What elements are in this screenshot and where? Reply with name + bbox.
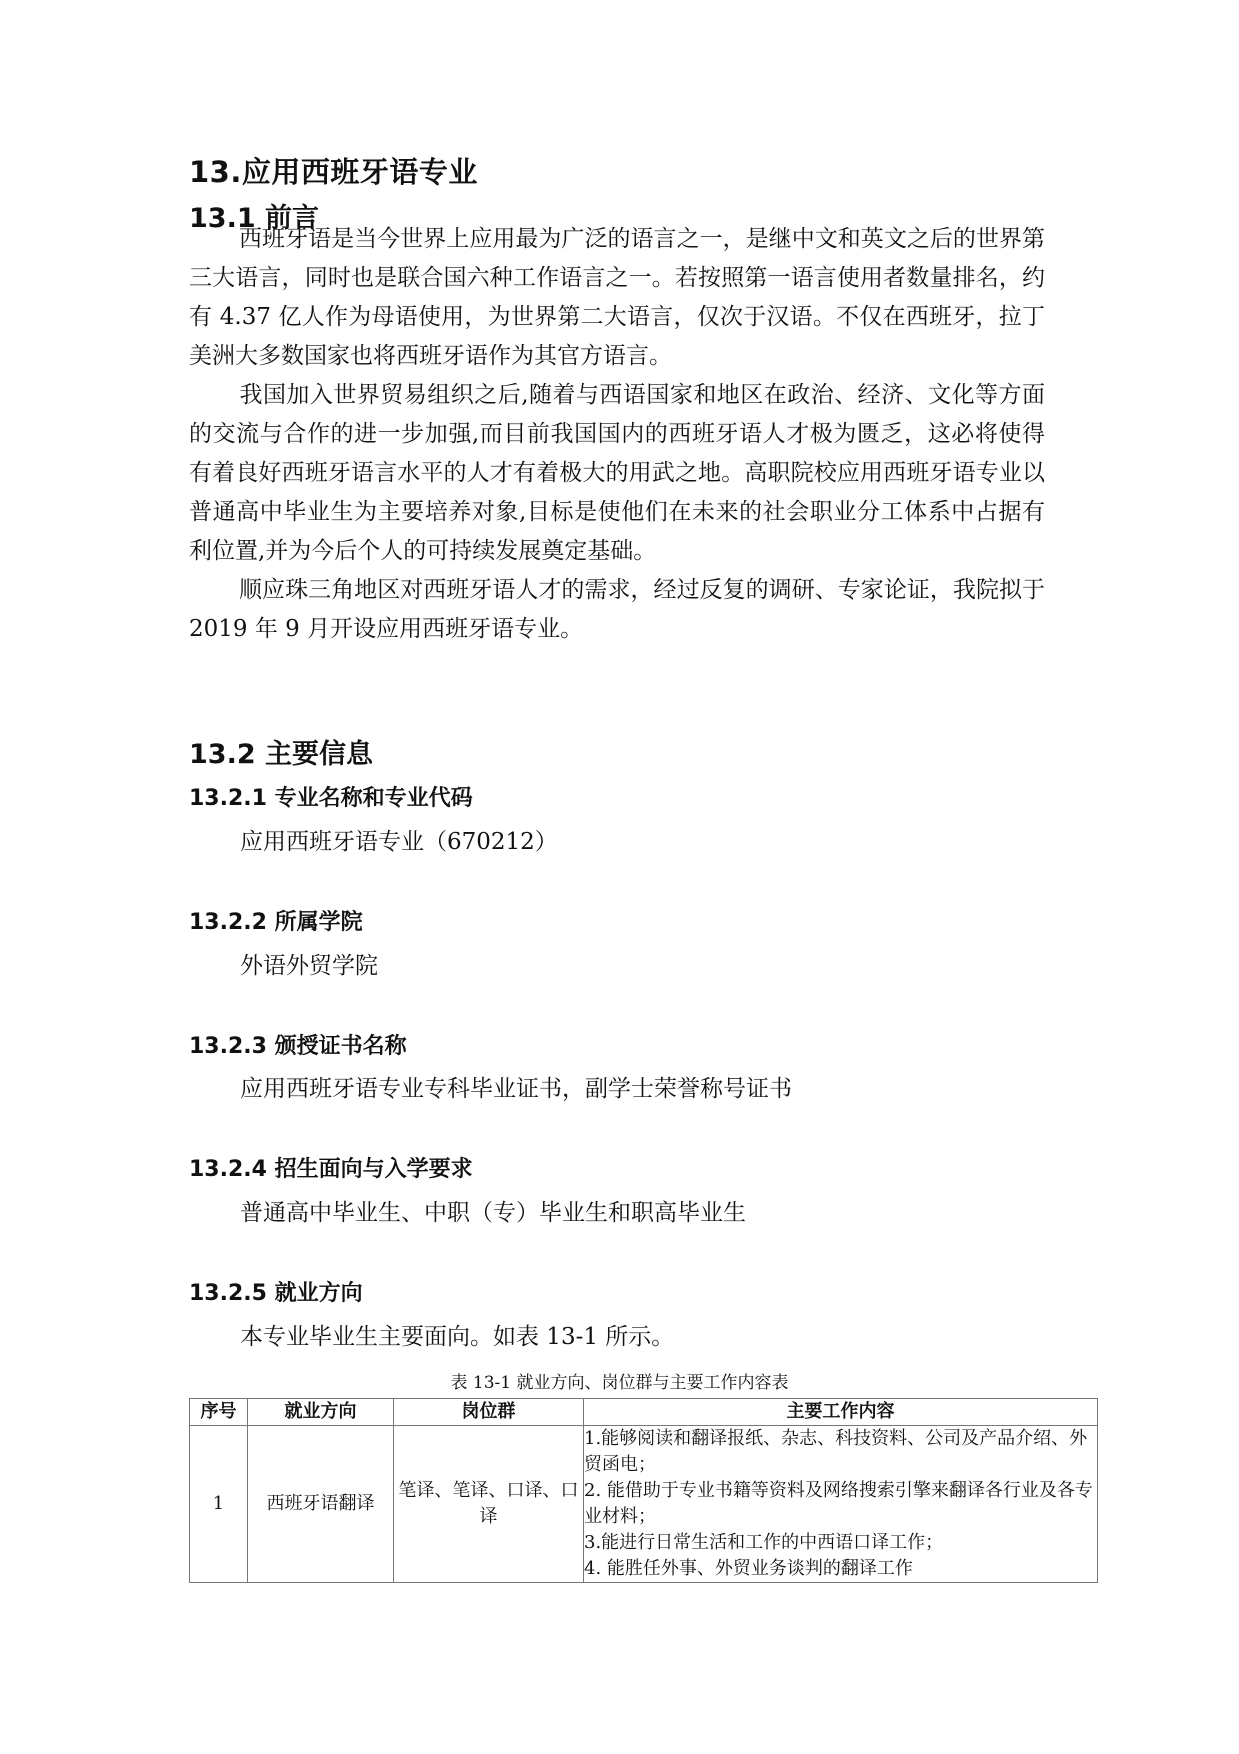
section-title: 13.应用西班牙语专业: [189, 155, 478, 189]
header-number: 序号: [190, 1399, 248, 1426]
college-text: 外语外贸学院: [240, 953, 378, 979]
table-row: [190, 1426, 1098, 1583]
table-header-row: [190, 1399, 1098, 1426]
preface-paragraph-2-text: 我国加入世界贸易组织之后,随着与西语国家和地区在政治、经济、文化等方面的交流与合作的进一步加强,而目前我国国内的西班牙语人才极为匮乏，这必将使得有着良好西班牙语言水平的人才有着极大的用武之地。高职院校应用西班牙语专业以普通高中毕业生为主要培养对象,目标是使他们在未来的社会职业分工体系中占据有利位置,并为今后个人的可持续发展奠定基础。: [189, 382, 1045, 564]
content-item-1: 1.能够阅读和翻译报纸、杂志、科技资料、公司及产品介绍、外贸函电；: [584, 1428, 1088, 1475]
heading-main-info: 13.2 主要信息: [189, 739, 374, 770]
preface-paragraph-3-text: 顺应珠三角地区对西班牙语人才的需求，经过反复的调研、专家论证，我院拟于 2019 年 9 月开设应用西班牙语专业。: [189, 577, 1045, 642]
content-item-4: 4. 能胜任外事、外贸业务谈判的翻译工作: [584, 1558, 913, 1579]
enrollment-text: 普通高中毕业生、中职（专）毕业生和职高毕业生: [240, 1200, 746, 1226]
header-positions: 岗位群: [394, 1399, 584, 1426]
content-item-3: 3.能进行日常生活和工作的中西语口译工作；: [584, 1532, 944, 1553]
preface-paragraph-1-text: 西班牙语是当今世界上应用最为广泛的语言之一，是继中文和英文之后的世界第三大语言，同时也是联合国六种工作语言之一。若按照第一语言使用者数量排名，约有 4.37 亿人作为母语使用，为世界第二大语言，仅次于汉语。不仅在西班牙，拉丁美洲大多数国家也将西班牙语作为其官方语言。: [189, 226, 1045, 369]
heading-preface: 13.1 前言: [189, 203, 320, 234]
employment-table: [189, 1398, 1098, 1583]
employment-text: 本专业毕业生主要面向。如表 13-1 所示。: [240, 1324, 675, 1350]
heading-major-name-code: 13.2.1 专业名称和专业代码: [189, 786, 473, 811]
heading-certificate: 13.2.3 颁授证书名称: [189, 1034, 407, 1059]
header-direction: 就业方向: [248, 1399, 394, 1426]
heading-enrollment: 13.2.4 招生面向与入学要求: [189, 1157, 473, 1182]
content-item-2: 2. 能借助于专业书籍等资料及网络搜索引擎来翻译各行业及各专业材料；: [584, 1480, 1093, 1527]
header-content: 主要工作内容: [584, 1399, 1098, 1426]
major-name-code-text: 应用西班牙语专业（670212）: [240, 829, 558, 855]
table-caption: 表 13-1 就业方向、岗位群与主要工作内容表: [450, 1373, 789, 1393]
preface-paragraph-1: [189, 220, 1045, 376]
cell-direction: 西班牙语翻译: [248, 1426, 394, 1583]
heading-college: 13.2.2 所属学院: [189, 910, 363, 935]
cell-number: 1: [190, 1426, 248, 1583]
heading-employment: 13.2.5 就业方向: [189, 1281, 363, 1306]
preface-paragraph-2: [189, 376, 1045, 571]
cell-content: [584, 1426, 1098, 1583]
preface-paragraph-3: [189, 571, 1045, 649]
cell-positions: 笔译、笔译、口译、口译: [394, 1426, 584, 1583]
certificate-text: 应用西班牙语专业专科毕业证书，副学士荣誉称号证书: [240, 1076, 792, 1102]
